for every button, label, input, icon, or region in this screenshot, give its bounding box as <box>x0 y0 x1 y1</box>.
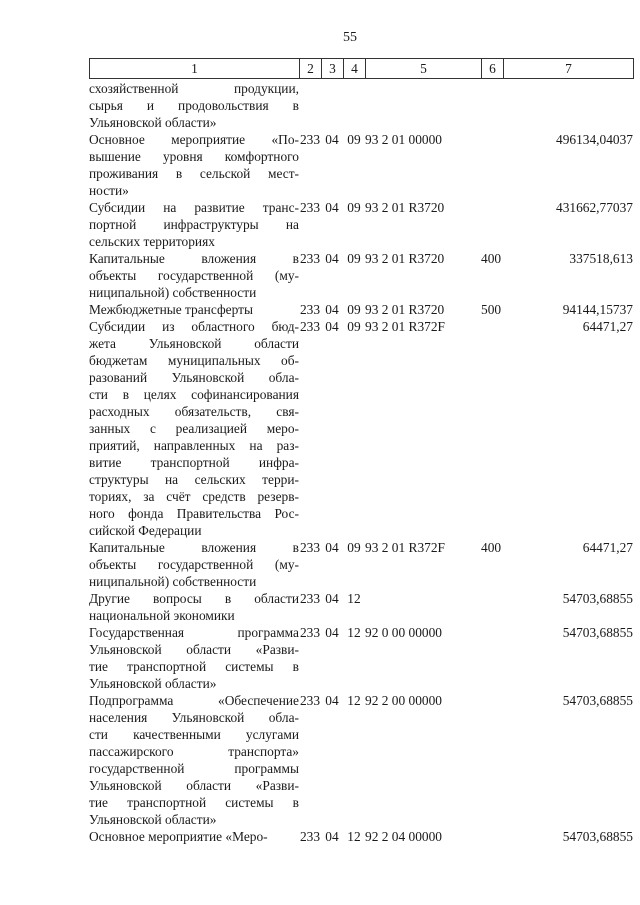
row-name-line: Подпрограмма «Обеспечение <box>89 693 299 708</box>
row-name-line: Ульяновской области «Разви- <box>89 642 299 657</box>
cell-c2: 233 <box>299 200 321 215</box>
row-name-line: ного фонда Правительства Рос- <box>89 506 299 521</box>
cell-c7 <box>503 80 633 131</box>
row-name-line: сийской Федерации <box>89 523 202 538</box>
row-name <box>89 301 299 318</box>
cell-c5 <box>365 590 481 624</box>
table-row <box>89 692 633 828</box>
cell-c4: 12 <box>347 693 361 708</box>
header-col-1: 1 <box>90 59 300 79</box>
row-name-line: тие транспортной системы в <box>89 795 299 810</box>
header-col-5: 5 <box>366 59 482 79</box>
cell-c4: 09 <box>347 302 361 317</box>
row-name <box>89 199 299 250</box>
header-col-4: 4 <box>344 59 366 79</box>
header-col-6: 6 <box>482 59 504 79</box>
row-name-line: Другие вопросы в области <box>89 591 299 606</box>
cell-c7: 54703,68855 <box>562 829 633 844</box>
row-name-line: Капитальные вложения в <box>89 251 299 266</box>
row-name-line: витие транспортной инфра- <box>89 455 299 470</box>
page-number: 55 <box>343 30 357 45</box>
row-name-line: Государственная программа <box>89 625 299 640</box>
cell-c5: 92 0 00 00000 <box>365 625 442 640</box>
cell-c2: 233 <box>299 693 321 708</box>
cell-c3: 04 <box>325 540 339 555</box>
cell-c5: 92 2 00 00000 <box>365 693 442 708</box>
cell-c4 <box>343 80 365 131</box>
row-name-line: сти качественными услугами <box>89 727 299 742</box>
cell-c3: 04 <box>325 693 339 708</box>
cell-c4: 12 <box>347 625 361 640</box>
cell-c7: 54703,68855 <box>562 591 633 606</box>
row-name-line: тие транспортной системы в <box>89 659 299 674</box>
table-header <box>89 58 634 79</box>
table-row <box>89 318 633 539</box>
cell-c7: 337518,613 <box>569 251 633 266</box>
cell-c4: 09 <box>347 251 361 266</box>
cell-c2 <box>299 80 321 131</box>
header-col-2: 2 <box>300 59 322 79</box>
cell-c6 <box>481 624 503 692</box>
row-name-line: разований Ульяновской обла- <box>89 370 299 385</box>
cell-c2: 233 <box>299 132 321 147</box>
cell-c2: 233 <box>299 625 321 640</box>
row-name-line: объекты государственной (му- <box>89 268 299 283</box>
cell-c2: 233 <box>299 591 321 606</box>
table-row <box>89 590 633 624</box>
row-name-line: ториях, за счёт средств резерв- <box>89 489 299 504</box>
row-name-line: сельских территориях <box>89 234 215 249</box>
row-name-line: государственной программы <box>89 761 299 776</box>
cell-c5 <box>365 80 481 131</box>
table-row <box>89 199 633 250</box>
cell-c3: 04 <box>325 132 339 147</box>
cell-c5: 92 2 04 00000 <box>365 829 442 844</box>
cell-c2: 233 <box>299 540 321 555</box>
row-name <box>89 131 299 199</box>
cell-c2: 233 <box>299 302 321 317</box>
row-name-line: Ульяновской области «Разви- <box>89 778 299 793</box>
cell-c4: 09 <box>347 540 361 555</box>
cell-c3: 04 <box>325 319 339 334</box>
cell-c7: 64471,27 <box>582 540 633 555</box>
cell-c6 <box>481 80 503 131</box>
table-row <box>89 80 633 131</box>
cell-c4: 12 <box>347 591 361 606</box>
row-name-line: Ульяновской области» <box>89 676 217 691</box>
cell-c6 <box>481 590 503 624</box>
cell-c5: 93 2 01 00000 <box>365 132 442 147</box>
cell-c3: 04 <box>325 302 339 317</box>
cell-c5: 93 2 01 R3720 <box>365 251 445 266</box>
cell-c7: 54703,68855 <box>562 693 633 708</box>
cell-c4: 09 <box>347 132 361 147</box>
cell-c4: 12 <box>347 829 361 844</box>
row-name-line: занных с реализацией меро- <box>89 421 299 436</box>
cell-c3: 04 <box>325 591 339 606</box>
table-row <box>89 250 633 301</box>
row-name <box>89 539 299 590</box>
row-name-line: портной инфраструктуры на <box>89 217 299 232</box>
row-name-line: национальной экономики <box>89 608 235 623</box>
cell-c5: 93 2 01 R3720 <box>365 200 445 215</box>
row-name-line: Субсидии из областного бюд- <box>89 319 299 334</box>
row-name <box>89 692 299 828</box>
cell-c6 <box>481 318 503 539</box>
row-name-line: сти в целях софинансирования <box>89 387 299 402</box>
row-name <box>89 250 299 301</box>
cell-c7: 431662,77037 <box>556 200 633 215</box>
row-name-line: Основное мероприятие «По- <box>89 132 299 147</box>
cell-c5: 93 2 01 R372F <box>365 540 445 555</box>
cell-c6 <box>481 828 503 845</box>
row-name-line: Основное мероприятие «Меро- <box>89 829 268 844</box>
cell-c3: 04 <box>325 251 339 266</box>
row-name-line: жета Ульяновской области <box>89 336 299 351</box>
row-name-line: объекты государственной (му- <box>89 557 299 572</box>
cell-c4: 09 <box>347 319 361 334</box>
budget-table <box>89 80 633 845</box>
row-name-line: ности» <box>89 183 129 198</box>
row-name-line: проживания в сельской мест- <box>89 166 299 181</box>
row-name-line: приятий, направленных на раз- <box>89 438 299 453</box>
row-name-line: ниципальной) собственности <box>89 285 257 300</box>
cell-c6 <box>481 131 503 199</box>
cell-c5: 93 2 01 R3720 <box>365 302 445 317</box>
row-name-line: расходных обязательств, свя- <box>89 404 299 419</box>
row-name-line: структуры на сельских терри- <box>89 472 299 487</box>
table-row <box>89 624 633 692</box>
row-name-line: населения Ульяновской обла- <box>89 710 299 725</box>
cell-c4: 09 <box>347 200 361 215</box>
row-name <box>89 80 299 131</box>
table-row <box>89 301 633 318</box>
cell-c6 <box>481 692 503 828</box>
cell-c3 <box>321 80 343 131</box>
header-col-7: 7 <box>504 59 634 79</box>
row-name <box>89 624 299 692</box>
row-name-line: схозяйственной продукции, <box>89 81 299 96</box>
cell-c7: 496134,04037 <box>556 132 633 147</box>
row-name-line: Ульяновской области» <box>89 115 217 130</box>
cell-c7: 94144,15737 <box>562 302 633 317</box>
header-col-3: 3 <box>322 59 344 79</box>
table-row <box>89 539 633 590</box>
row-name-line: Межбюджетные трансферты <box>89 302 253 317</box>
table-row <box>89 828 633 845</box>
row-name-line: Ульяновской области» <box>89 812 217 827</box>
cell-c6: 400 <box>481 251 502 266</box>
cell-c6: 400 <box>481 540 502 555</box>
table-body <box>89 80 633 845</box>
cell-c7: 64471,27 <box>582 319 633 334</box>
row-name-line: бюджетам муниципальных об- <box>89 353 299 368</box>
row-name-line: вышение уровня комфортного <box>89 149 299 164</box>
row-name-line: Капитальные вложения в <box>89 540 299 555</box>
row-name-line: сырья и продовольствия в <box>89 98 299 113</box>
cell-c3: 04 <box>325 200 339 215</box>
row-name-line: пассажирского транспорта» <box>89 744 299 759</box>
cell-c6: 500 <box>481 302 502 317</box>
row-name <box>89 590 299 624</box>
row-name <box>89 318 299 539</box>
cell-c2: 233 <box>299 251 321 266</box>
cell-c2: 233 <box>299 319 321 334</box>
cell-c2: 233 <box>299 829 321 844</box>
cell-c5: 93 2 01 R372F <box>365 319 445 334</box>
cell-c7: 54703,68855 <box>562 625 633 640</box>
cell-c6 <box>481 199 503 250</box>
row-name-line: ниципальной) собственности <box>89 574 257 589</box>
table-row <box>89 131 633 199</box>
row-name-line: Субсидии на развитие транс- <box>89 200 299 215</box>
cell-c3: 04 <box>325 625 339 640</box>
row-name <box>89 828 299 845</box>
cell-c3: 04 <box>325 829 339 844</box>
